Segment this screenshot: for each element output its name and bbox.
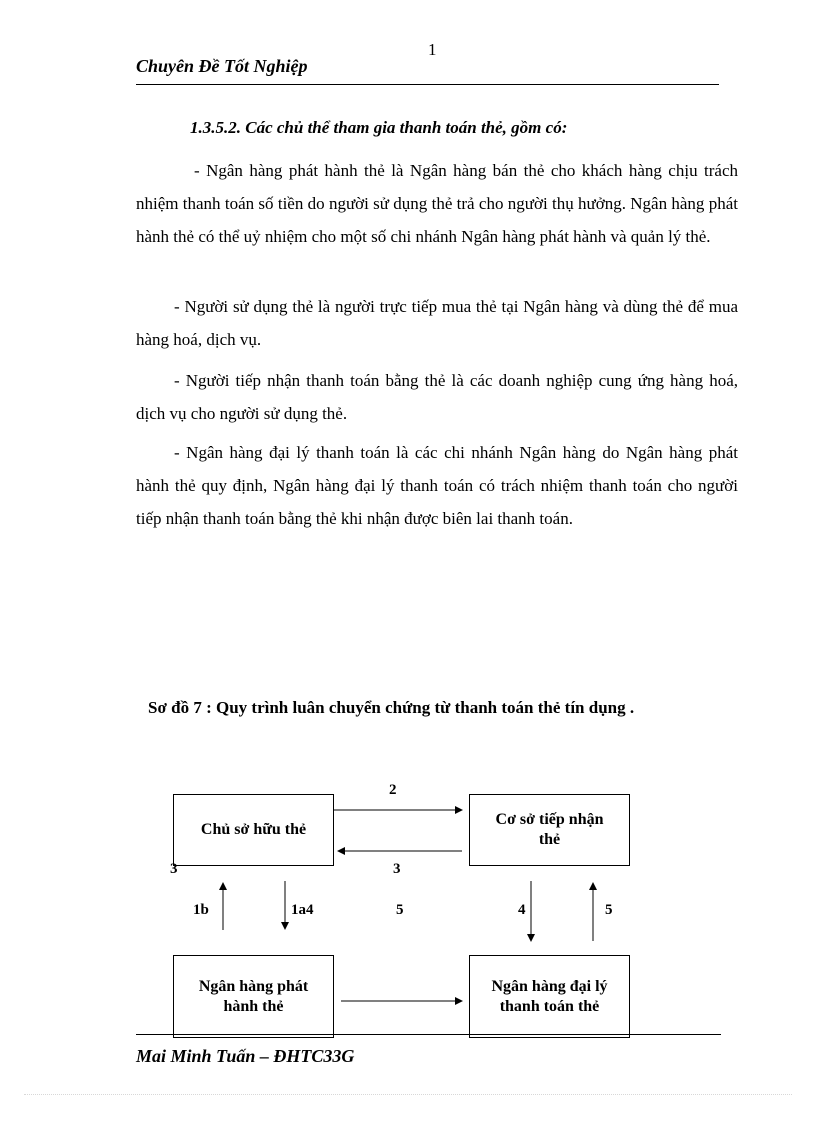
label-step-2: 2	[389, 782, 397, 798]
page-bottom-border	[24, 1094, 792, 1095]
header-title: Chuyên Đề Tốt Nghiệp	[136, 56, 308, 76]
paragraph-issuing-bank: - Ngân hàng phát hành thẻ là Ngân hàng bán thẻ cho khách hàng chịu trách nhiệm thanh toán số tiền do người sử dụng thẻ trả cho người thụ hưởng. Ngân hàng phát hành thẻ có thể uỷ nhiệm cho một số chi nhánh Ngân hàng phát hành và quản lý thẻ.	[136, 161, 738, 246]
box-agent-label-2: thanh toán thẻ	[499, 997, 600, 1015]
box-cardholder	[173, 794, 334, 866]
diagram-title: Sơ đồ 7 : Quy trình luân chuyển chứng từ thanh toán thẻ tín dụng .	[148, 698, 635, 717]
label-step-1a4: 1a4	[291, 902, 314, 918]
label-step-3: 3	[393, 861, 401, 877]
box-issuing-bank	[173, 955, 334, 1038]
label-step-5-right: 5	[605, 902, 613, 918]
box-issuer-label-1: Ngân hàng phát	[198, 977, 309, 995]
box-agent-bank	[469, 955, 630, 1038]
box-merchant	[469, 794, 630, 866]
box-merchant-label-2: thẻ	[538, 831, 561, 848]
box-issuer-label-2: hành thẻ	[223, 997, 284, 1015]
page-number: 1	[428, 40, 437, 59]
box-cardholder-label: Chủ sở hữu thẻ	[200, 821, 307, 838]
footer-author: Mai Minh Tuấn – ĐHTC33G	[136, 1046, 355, 1066]
box-merchant-label-1: Cơ sở tiếp nhận	[495, 811, 604, 828]
label-step-5-middle: 5	[396, 902, 404, 918]
box-agent-label-1: Ngân hàng đại lý	[491, 977, 608, 995]
paragraph-merchant: - Người tiếp nhận thanh toán bằng thẻ là các doanh nghiệp cung ứng hàng hoá, dịch vụ cho người sử dụng thẻ.	[136, 371, 738, 423]
footer-divider	[136, 1034, 721, 1035]
paragraph-card-user: - Người sử dụng thẻ là người trực tiếp mua thẻ tại Ngân hàng và dùng thẻ để mua hàng hoá, dịch vụ.	[136, 297, 738, 349]
label-step-1b: 1b	[193, 902, 209, 918]
label-step-4: 4	[518, 902, 526, 918]
paragraph-agent-bank: - Ngân hàng đại lý thanh toán là các chi nhánh Ngân hàng do Ngân hàng phát hành thẻ quy định, Ngân hàng đại lý thanh toán có trách nhiệm thanh toán cho người tiếp nhận thanh toán bằng thẻ khi nhận được biên lai thanh toán.	[136, 443, 738, 528]
section-heading: 1.3.5.2. Các chủ thể tham gia thanh toán thẻ, gồm có:	[190, 118, 568, 137]
label-step-3-left: 3	[170, 861, 178, 877]
